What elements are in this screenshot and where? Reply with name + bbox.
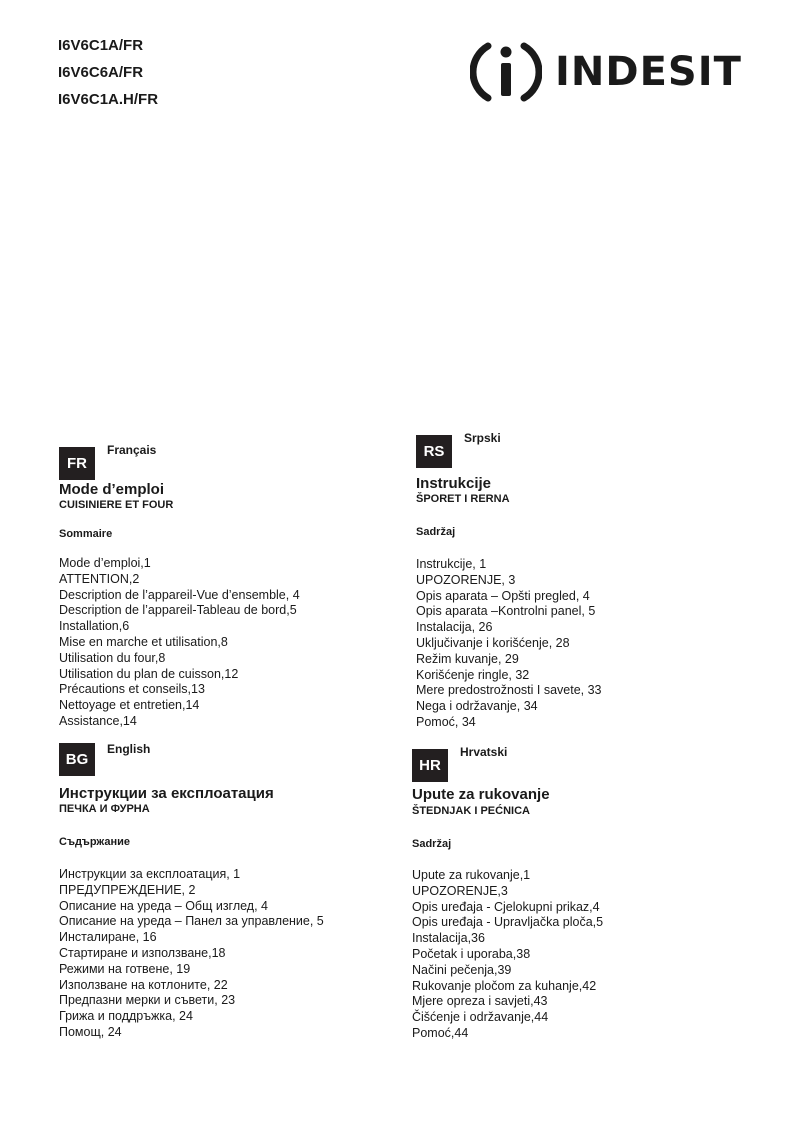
toc-item: Utilisation du four,8 <box>59 650 166 665</box>
toc-item: Mere predostrožnosti I savete, 33 <box>416 683 602 698</box>
toc-item: Mjere opreza i savjeti,43 <box>412 994 548 1009</box>
toc-item: Инсталиране, 16 <box>59 930 157 945</box>
language-label: Hrvatski <box>460 745 508 759</box>
toc-item: UPOZORENJE,3 <box>412 883 508 898</box>
language-badge-bg: BG <box>59 743 95 776</box>
brand-wordmark: INDESIT <box>555 49 742 95</box>
toc-item: Предпазни мерки и съвети, 23 <box>59 993 236 1008</box>
toc-item: Mise en marche et utilisation,8 <box>59 634 228 649</box>
table-of-contents <box>416 557 602 731</box>
toc-item: UPOZORENJE, 3 <box>416 572 516 587</box>
toc-item: Korišćenje ringle, 32 <box>416 667 530 682</box>
toc-item: Početak i uporaba,38 <box>412 946 531 961</box>
toc-item: Mode d’emploi,1 <box>59 556 151 570</box>
language-badge-hr: HR <box>412 749 448 782</box>
toc-item: Nettoyage et entretien,14 <box>59 698 200 713</box>
contents-heading: Sadržaj <box>416 526 456 538</box>
toc-item: Pomoć,44 <box>412 1025 469 1040</box>
toc-item: Description de l’appareil-Tableau de bord,5 <box>59 603 297 618</box>
toc-item: ATTENTION,2 <box>59 571 140 586</box>
language-label: English <box>107 742 151 756</box>
toc-item: Instrukcije, 1 <box>416 557 487 571</box>
section-subtitle: ŠTEDNJAK I PEĆNICA <box>412 805 530 817</box>
toc-item: Стартиране и използване,18 <box>59 945 226 960</box>
model-list <box>58 32 158 113</box>
toc-item: Помощ, 24 <box>59 1024 122 1039</box>
section-title: Mode d’emploi <box>59 481 164 498</box>
toc-item: Opis aparata – Opšti pregled, 4 <box>416 588 590 603</box>
toc-item: Pomoć, 34 <box>416 714 476 729</box>
toc-item: Използване на котлоните, 22 <box>59 977 228 992</box>
indesit-i-logo-icon <box>470 36 542 108</box>
toc-item: Описание на уреда – Общ изглед, 4 <box>59 898 268 913</box>
table-of-contents <box>412 868 603 1042</box>
toc-item: Čišćenje i održavanje,44 <box>412 1010 549 1025</box>
model-number: I6V6C1A.H/FR <box>58 91 159 108</box>
section-subtitle: ПЕЧКА И ФУРНА <box>59 803 150 815</box>
contents-heading: Sommaire <box>59 528 113 540</box>
section-title: Инструкции за експлоатация <box>59 785 274 802</box>
toc-item: Précautions et conseils,13 <box>59 682 205 697</box>
language-label: Français <box>107 443 157 457</box>
language-badge-fr: FR <box>59 447 95 480</box>
brand-logo <box>470 36 742 108</box>
section-title: Instrukcije <box>416 475 492 492</box>
section-subtitle: CUISINIERE ET FOUR <box>59 499 174 511</box>
toc-item: Описание на уреда – Панел за управление, 5 <box>59 914 324 929</box>
toc-item: Инструкции за експлоатация, 1 <box>59 867 241 881</box>
toc-item: ПРЕДУПРЕЖДЕНИЕ, 2 <box>59 882 196 897</box>
toc-item: Грижа и поддръжка, 24 <box>59 1009 193 1024</box>
contents-heading: Sadržaj <box>412 838 452 850</box>
contents-heading: Съдържание <box>59 836 130 848</box>
toc-item: Režim kuvanje, 29 <box>416 651 519 666</box>
toc-item: Assistance,14 <box>59 713 137 728</box>
section-subtitle: ŠPORET I RERNA <box>416 493 510 505</box>
toc-item: Načini pečenja,39 <box>412 962 512 977</box>
toc-item: Instalacija,36 <box>412 931 485 946</box>
toc-item: Opis uređaja - Cjelokupni prikaz,4 <box>412 899 600 914</box>
table-of-contents <box>59 556 300 730</box>
language-label: Srpski <box>464 431 501 445</box>
toc-item: Opis uređaja - Upravljačka ploča,5 <box>412 915 604 930</box>
section-title: Upute za rukovanje <box>412 786 550 803</box>
toc-item: Uključivanje i korišćenje, 28 <box>416 635 570 650</box>
toc-item: Upute za rukovanje,1 <box>412 868 531 882</box>
toc-item: Режими на готвене, 19 <box>59 961 191 976</box>
toc-item: Installation,6 <box>59 619 130 634</box>
toc-item: Opis aparata –Kontrolni panel, 5 <box>416 604 596 619</box>
toc-item: Rukovanje pločom za kuhanje,42 <box>412 978 597 993</box>
model-number: I6V6C1A/FR <box>58 37 144 54</box>
toc-item: Utilisation du plan de cuisson,12 <box>59 666 239 681</box>
toc-item: Instalacija, 26 <box>416 620 493 635</box>
toc-item: Description de l’appareil-Vue d’ensemble, 4 <box>59 587 300 602</box>
model-number: I6V6C6A/FR <box>58 64 144 81</box>
language-badge-rs: RS <box>416 435 452 468</box>
table-of-contents <box>59 867 324 1041</box>
toc-item: Nega i održavanje, 34 <box>416 699 538 714</box>
